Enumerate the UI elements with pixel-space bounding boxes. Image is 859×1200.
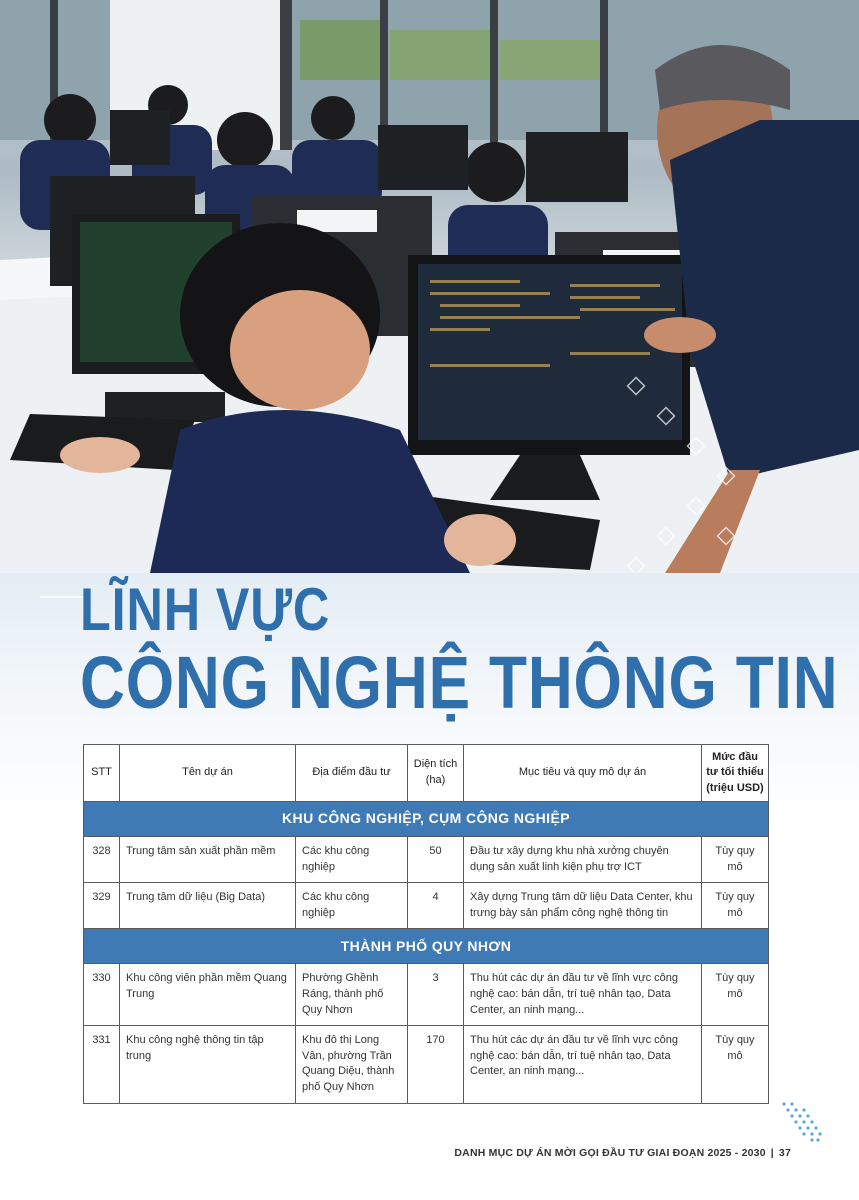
section-row	[84, 929, 769, 964]
classroom-photo	[0, 0, 859, 573]
cell-area: 4	[408, 883, 464, 929]
photo-classroom-icon	[0, 0, 859, 573]
cell-area: 170	[408, 1026, 464, 1103]
cell-goal: Xây dựng Trung tâm dữ liệu Data Center, khu trưng bày sản phẩm công nghệ thông tin	[464, 883, 702, 929]
cell-name: Trung tâm dữ liệu (Big Data)	[120, 883, 296, 929]
section-title: KHU CÔNG NGHIỆP, CỤM CÔNG NGHIỆP	[84, 802, 769, 837]
section-title: THÀNH PHỐ QUY NHƠN	[84, 929, 769, 964]
cell-goal: Thu hút các dự án đầu tư về lĩnh vực công nghệ cao: bán dẫn, trí tuệ nhân tạo, Data Center, an ninh mạng...	[464, 964, 702, 1026]
cell-location: Các khu công nghiệp	[296, 883, 408, 929]
cell-stt: 330	[84, 964, 120, 1026]
page-number: 37	[778, 1147, 791, 1159]
cell-location: Các khu công nghiệp	[296, 837, 408, 883]
cell-stt: 329	[84, 883, 120, 929]
table-row	[84, 883, 769, 929]
cell-location: Phường Ghềnh Ráng, thành phố Quy Nhơn	[296, 964, 408, 1026]
cell-area: 50	[408, 837, 464, 883]
cell-location: Khu đô thị Long Vân, phường Trần Quang Diệu, thành phố Quy Nhơn	[296, 1026, 408, 1103]
footer-separator: |	[770, 1147, 774, 1159]
decorative-dots-icon	[778, 1100, 824, 1146]
header-investment: Mức đầu tư tối thiểu (triệu USD)	[702, 745, 769, 802]
cell-investment: Tùy quy mô	[702, 964, 769, 1026]
section-row	[84, 802, 769, 837]
cell-name: Khu công nghệ thông tin tập trung	[120, 1026, 296, 1103]
heading-line-2: CÔNG NGHỆ THÔNG TIN	[80, 641, 839, 724]
table-header-row	[84, 745, 769, 802]
cell-goal: Đầu tư xây dựng khu nhà xưởng chuyên dụng sản xuất linh kiện phụ trợ ICT	[464, 837, 702, 883]
projects-table	[83, 744, 769, 1104]
cell-stt: 331	[84, 1026, 120, 1103]
cell-goal: Thu hút các dự án đầu tư về lĩnh vực công nghệ cao: bán dẫn, trí tuệ nhân tạo, Data Center, an ninh mạng...	[464, 1026, 702, 1103]
header-goal: Mục tiêu và quy mô dự án	[464, 745, 702, 802]
section-heading	[80, 576, 859, 724]
footer-text: DANH MỤC DỰ ÁN MỜI GỌI ĐẦU TƯ GIAI ĐOẠN 2025 - 2030	[454, 1147, 766, 1159]
cell-investment: Tùy quy mô	[702, 837, 769, 883]
table-row	[84, 837, 769, 883]
cell-area: 3	[408, 964, 464, 1026]
header-location: Địa điểm đầu tư	[296, 745, 408, 802]
heading-line-1: LĨNH VỰC	[80, 576, 331, 643]
header-area: Diện tích (ha)	[408, 745, 464, 802]
page-footer	[454, 1147, 791, 1159]
header-stt: STT	[84, 745, 120, 802]
cell-name: Khu công viên phần mềm Quang Trung	[120, 964, 296, 1026]
cell-name: Trung tâm sản xuất phần mềm	[120, 837, 296, 883]
cell-investment: Tùy quy mô	[702, 1026, 769, 1103]
decorative-line	[40, 596, 84, 598]
cell-stt: 328	[84, 837, 120, 883]
table-row	[84, 964, 769, 1026]
table-row	[84, 1026, 769, 1103]
cell-investment: Tùy quy mô	[702, 883, 769, 929]
header-name: Tên dự án	[120, 745, 296, 802]
